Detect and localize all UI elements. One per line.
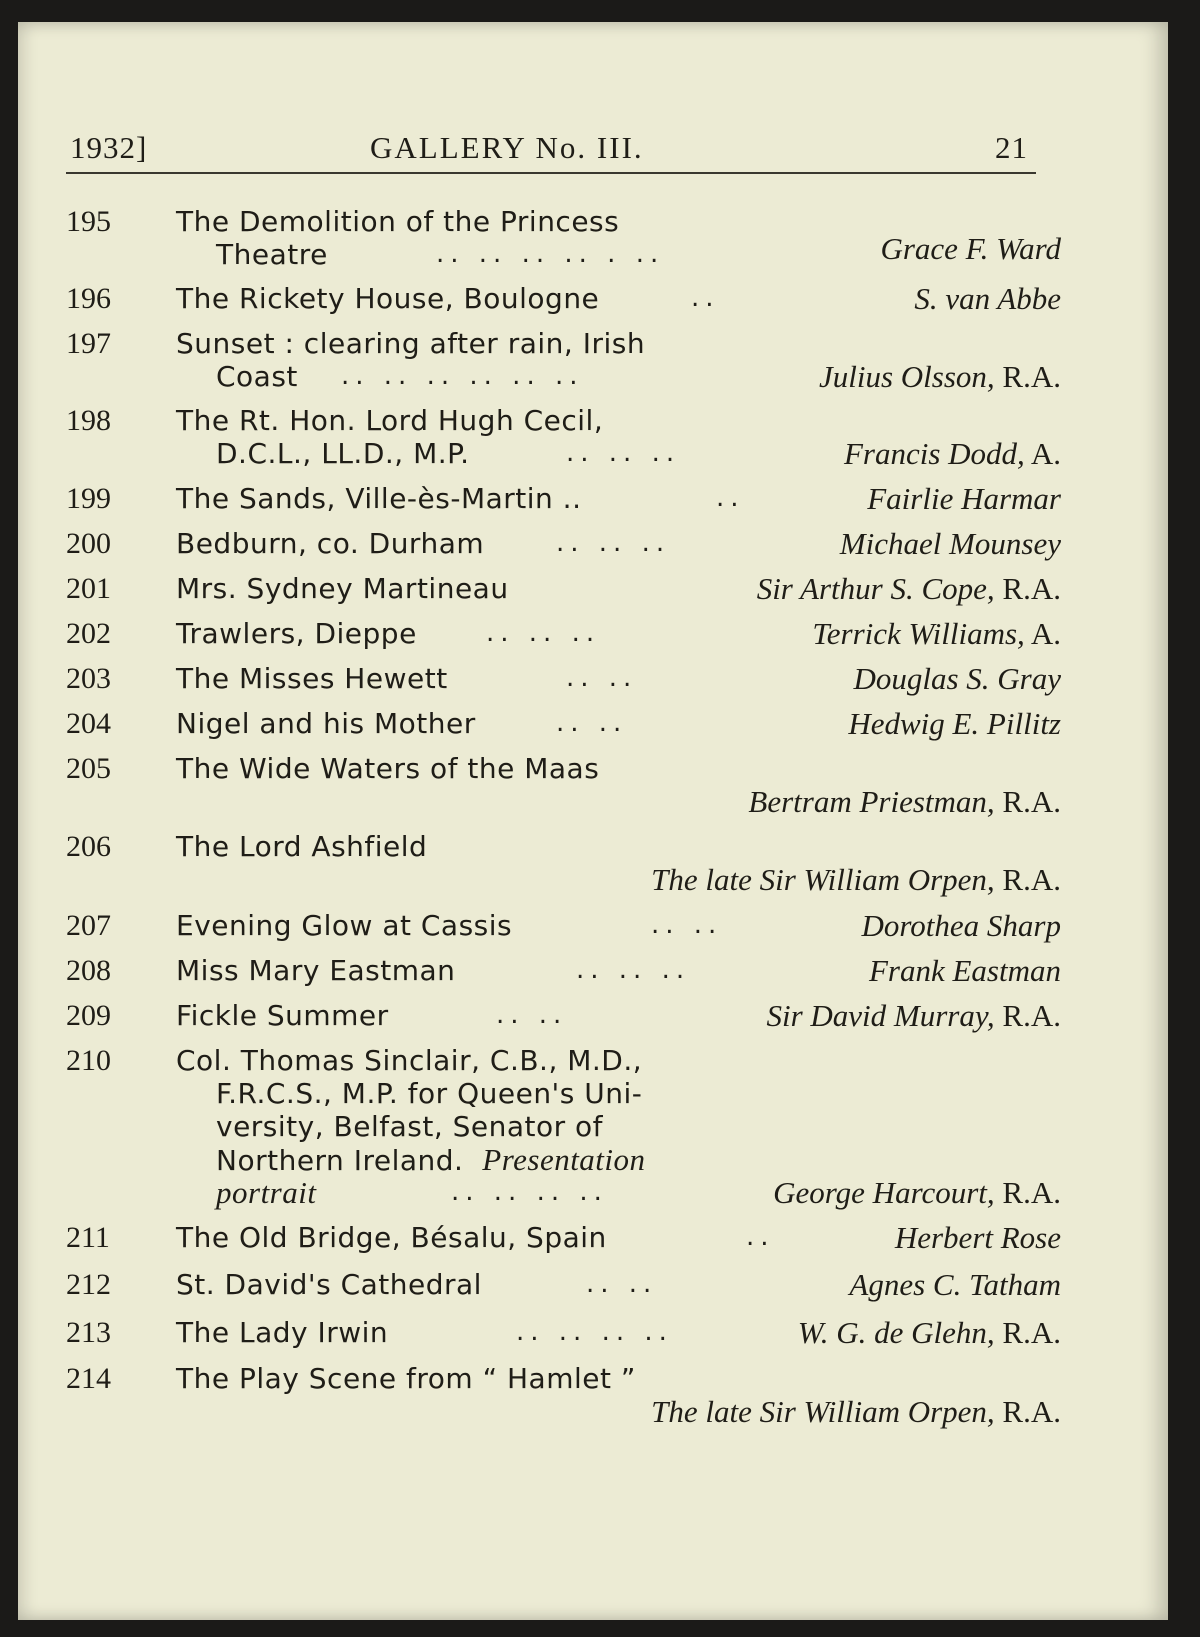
header-year: 1932] <box>70 130 148 165</box>
entry-number: 214 <box>66 1362 111 1395</box>
entry-number: 205 <box>66 752 111 785</box>
dot-leader: .. .. .. <box>576 955 691 985</box>
entry-title: F.R.C.S., M.P. for Queen's Uni- <box>216 1077 643 1110</box>
entry-title: Fickle Summer <box>176 999 389 1032</box>
entry-title: Sunset : clearing after rain, Irish <box>176 327 646 360</box>
entry-title: versity, Belfast, Senator of <box>216 1110 604 1143</box>
entry-title: The Misses Hewett <box>176 662 448 695</box>
catalogue-entry <box>66 707 1061 743</box>
entry-artist: S. van Abbe <box>914 281 1061 316</box>
entry-title: Miss Mary Eastman <box>176 954 456 987</box>
entry-number: 198 <box>66 404 111 437</box>
running-header <box>70 130 1028 176</box>
dot-leader: .. .. <box>566 663 638 693</box>
entry-title: St. David's Cathedral <box>176 1268 482 1301</box>
page-number: 21 <box>995 130 1028 165</box>
dot-leader: .. .. .. .. . .. <box>436 239 665 269</box>
catalogue-entry <box>66 999 1061 1035</box>
entry-title: The Demolition of the Princess <box>176 205 620 238</box>
entry-number: 209 <box>66 999 111 1032</box>
dot-leader: .. .. .. .. <box>451 1177 608 1207</box>
catalogue-entry <box>66 617 1061 653</box>
entry-artist: Sir Arthur S. Cope, R.A. <box>756 571 1061 606</box>
entry-title: The Sands, Ville-ès-Martin .. <box>176 482 582 515</box>
catalogue-entry <box>66 327 1061 397</box>
entry-artist: Herbert Rose <box>894 1220 1061 1255</box>
catalogue-entry <box>66 1044 1061 1214</box>
entry-title: Theatre <box>216 238 328 271</box>
entry-title: Evening Glow at Cassis <box>176 909 513 942</box>
entry-title: The Rickety House, Boulogne <box>176 282 600 315</box>
entry-title: The Wide Waters of the Maas <box>176 752 600 785</box>
catalogue-entry <box>66 482 1061 518</box>
catalogue-page <box>18 22 1168 1620</box>
header-rule <box>66 172 1036 174</box>
entry-title: D.C.L., LL.D., M.P. <box>216 437 470 470</box>
dot-leader: .. .. .. <box>566 438 681 468</box>
entry-artist: George Harcourt, R.A. <box>773 1175 1061 1210</box>
dot-leader: .. .. .. <box>486 618 601 648</box>
catalogue-entry <box>66 205 1061 275</box>
entry-artist: Sir David Murray, R.A. <box>766 998 1061 1033</box>
dot-leader: .. .. <box>586 1269 658 1299</box>
catalogue-entry <box>66 909 1061 945</box>
entry-number: 200 <box>66 527 111 560</box>
catalogue-entry <box>66 527 1061 563</box>
entry-number: 213 <box>66 1316 111 1349</box>
dot-leader: .. <box>746 1222 775 1252</box>
catalogue-entry <box>66 1316 1061 1352</box>
catalogue-entry <box>66 954 1061 990</box>
entry-artist: Agnes C. Tatham <box>849 1267 1061 1302</box>
dot-leader: .. <box>716 483 745 513</box>
entry-number: 199 <box>66 482 111 515</box>
header-title: GALLERY No. III. <box>370 130 644 165</box>
entry-artist: Douglas S. Gray <box>853 661 1061 696</box>
dot-leader: .. .. .. <box>556 528 671 558</box>
entry-title: The Rt. Hon. Lord Hugh Cecil, <box>176 404 604 437</box>
entry-number: 195 <box>66 205 111 238</box>
entry-artist: Terrick Williams, A. <box>812 616 1061 651</box>
entry-title: Mrs. Sydney Martineau <box>176 572 509 605</box>
entry-number: 201 <box>66 572 111 605</box>
entry-title: The Old Bridge, Bésalu, Spain <box>176 1221 607 1254</box>
entry-number: 207 <box>66 909 111 942</box>
entry-title: Northern Ireland. Presentation <box>216 1142 646 1177</box>
dot-leader: .. .. <box>651 910 723 940</box>
entry-number: 208 <box>66 954 111 987</box>
dot-leader: .. .. .. .. <box>516 1317 673 1347</box>
entry-title: Trawlers, Dieppe <box>176 617 417 650</box>
dot-leader: .. <box>691 283 720 313</box>
entry-artist: Hedwig E. Pillitz <box>848 706 1061 741</box>
entry-artist: Dorothea Sharp <box>861 908 1061 943</box>
entry-title: Coast <box>216 360 298 393</box>
entry-title: Col. Thomas Sinclair, C.B., M.D., <box>176 1044 643 1077</box>
entry-artist: Francis Dodd, A. <box>843 436 1061 471</box>
catalogue-entry <box>66 662 1061 698</box>
entry-number: 196 <box>66 282 111 315</box>
entry-artist: W. G. de Glehn, R.A. <box>797 1315 1061 1350</box>
catalogue-entry <box>66 404 1061 474</box>
entry-artist: The late Sir William Orpen, R.A. <box>651 1394 1061 1429</box>
entry-number: 210 <box>66 1044 111 1077</box>
entry-title: The Play Scene from “ Hamlet ” <box>176 1362 636 1395</box>
entry-number: 202 <box>66 617 111 650</box>
entry-number: 197 <box>66 327 111 360</box>
entry-title: The Lord Ashfield <box>176 830 428 863</box>
entry-number: 211 <box>66 1221 110 1254</box>
entry-number: 204 <box>66 707 111 740</box>
catalogue-entry <box>66 1362 1061 1432</box>
entry-title: Bedburn, co. Durham <box>176 527 485 560</box>
catalogue-entry <box>66 572 1061 608</box>
entry-artist: Michael Mounsey <box>839 526 1061 561</box>
entry-note: portrait <box>216 1175 317 1210</box>
catalogue-entry <box>66 1268 1061 1304</box>
entry-artist: The late Sir William Orpen, R.A. <box>651 862 1061 897</box>
dot-leader: .. .. .. .. .. .. <box>341 361 584 391</box>
catalogue-entry <box>66 830 1061 900</box>
dot-leader: .. .. <box>496 1000 568 1030</box>
entry-artist: Fairlie Harmar <box>867 481 1061 516</box>
entry-number: 212 <box>66 1268 111 1301</box>
dot-leader: .. .. <box>556 708 628 738</box>
entry-title: The Lady Irwin <box>176 1316 389 1349</box>
entry-artist: Julius Olsson, R.A. <box>818 359 1061 394</box>
entry-note: Presentation <box>482 1142 646 1177</box>
entry-artist: Frank Eastman <box>868 953 1061 988</box>
entry-number: 206 <box>66 830 111 863</box>
catalogue-entry <box>66 282 1061 318</box>
catalogue-entry <box>66 1221 1061 1257</box>
entry-title: Nigel and his Mother <box>176 707 476 740</box>
entry-number: 203 <box>66 662 111 695</box>
entry-artist: Grace F. Ward <box>880 231 1061 266</box>
entry-artist: Bertram Priestman, R.A. <box>748 784 1061 819</box>
catalogue-entry <box>66 752 1061 822</box>
